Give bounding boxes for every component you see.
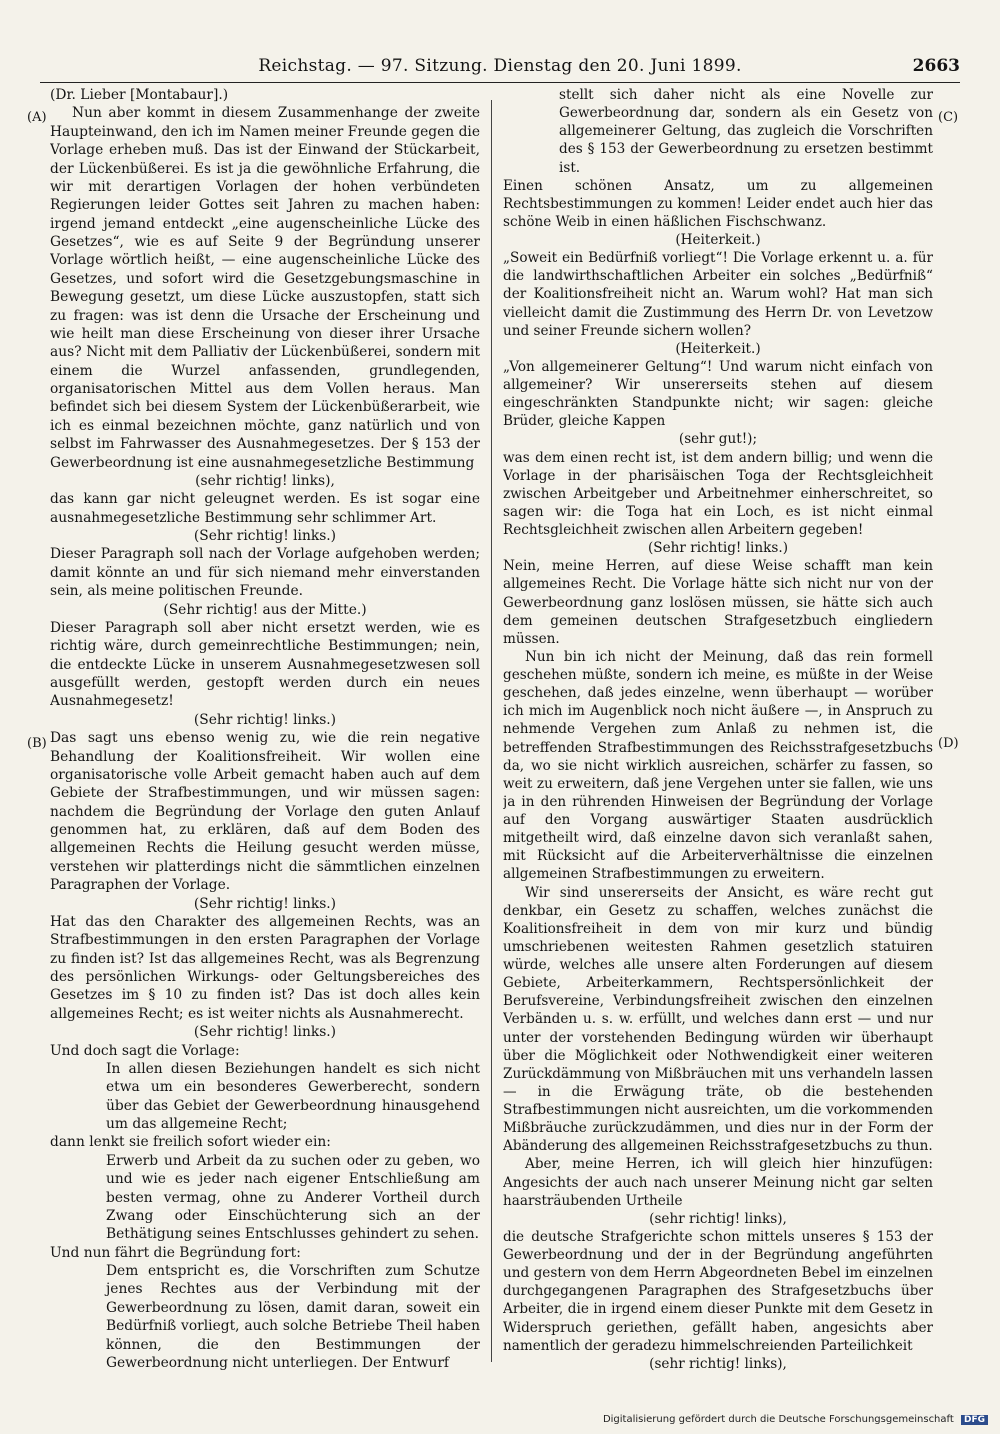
paragraph: das kann gar nicht geleugnet werden. Es ist sogar eine ausnahmegesetzliche Bestimmung sehr schlimmer Art. <box>50 491 480 526</box>
left-column <box>50 86 480 1378</box>
paragraph: Einen schönen Ansatz, um zu allgemeinen Rechtsbestimmungen zu kommen! Leider endet auch hier das schöne Weib in einen häßlichen Fischschwanz. <box>503 177 933 230</box>
page-number: 2663 <box>912 56 960 76</box>
paragraph: Und doch sagt die Vorlage: <box>50 1042 240 1059</box>
running-title: Reichstag. — 97. Sitzung. Dienstag den 20. Juni 1899. <box>258 56 742 76</box>
paragraph: Hat das den Charakter des allgemeinen Rechts, was an Strafbestimmungen in den ersten Paragraphen der Vorlage zu finden ist? Ist das allgemeines Recht, was als Begrenzung des persönlichen Wirkungs- oder Geltungsbereiches des Gesetzes im § 10 zu finden ist? Das ist doch alles kein allgemeines Recht; es ist weiter nichts als Ausnahmerecht. <box>50 913 480 1022</box>
paragraph: Aber, meine Herren, ich will gleich hier hinzufügen: Angesichts der auch nach unserer Meinung nicht gar selten haarsträubenden Urtheile <box>503 1156 933 1209</box>
right-column <box>503 86 933 1378</box>
column-divider <box>491 100 492 1362</box>
paragraph: Dieser Paragraph soll nach der Vorlage aufgehoben werden; damit könnte an und für sich niemand mehr einverstanden sein, als meine politischen Freunde. <box>50 546 480 600</box>
margin-label-c: (C) <box>938 110 959 125</box>
interjection: (Sehr richtig! links.) <box>193 1024 337 1041</box>
interjection: (Sehr richtig! links.) <box>193 528 337 544</box>
paragraph: Dieser Paragraph soll aber nicht ersetzt werden, wie es richtig wäre, durch gemeinrechtliche Bestimmungen; nein, die entdeckte Lücke in unserem Ausnahmegesetzwesen soll ausgefüllt werden, gestopft werden durch ein neues Ausnahmegesetz! <box>50 619 480 710</box>
paragraph: Das sagt uns ebenso wenig zu, wie die rein negative Behandlung der Koalitionsfreiheit. Wir wollen eine organisatorische volle Arbeit gemacht haben auch auf dem Gebiete der Strafbestimmungen, und wir müssen sagen: nachdem die Begründung der Vorlage den guten Anlauf genommen hat, zu erklären, daß auf dem Boden des allgemeinen Rechts die Heilung gesucht werden müsse, verstehen wir platterdings nicht die sämmtlichen einzelnen Paragraphen der Vorlage. <box>50 730 480 894</box>
interjection: (Sehr richtig! aus der Mitte.) <box>163 601 367 618</box>
dfg-logo: DFG <box>961 1415 988 1425</box>
paragraph: Und nun fährt die Begründung fort: <box>50 1244 301 1261</box>
interjection: (Sehr richtig! links.) <box>647 540 789 557</box>
interjection: (sehr richtig! links), <box>195 472 335 489</box>
credit-text: Digitalisierung gefördert durch die Deutsche Forschungsgemeinschaft <box>602 1414 954 1425</box>
quotation: Erwerb und Arbeit da zu suchen oder zu geben, wo und wie es jeder nach eigener Entschließung am besten vermag, ohne zu Anderer Vortheil durch Zwang oder Einschüchterung sich an der Bethätigung seines Entschlusses gehindert zu sehen. <box>106 1152 480 1243</box>
interjection: (sehr richtig! links), <box>649 1210 787 1227</box>
quotation: stellt sich daher nicht als eine Novelle zur Gewerbeordnung dar, sondern als ein Gesetz von allgemeinerer Geltung, das zugleich die Vorschriften des § 153 der Gewerbeordnung zu ersetzen bestimmt ist. <box>559 87 933 176</box>
interjection: (Sehr richtig! links.) <box>193 895 337 912</box>
interjection: (Sehr richtig! links.) <box>193 711 337 728</box>
paragraph: Nein, meine Herren, auf diese Weise schafft man kein allgemeines Recht. Die Vorlage hätte sich nicht nur von der Gewerbeordnung ganz loslösen müssen, sie hätte sich auch dem gemeinen deutschen Strafgesetzbuch eingliedern müssen. <box>503 558 933 647</box>
paragraph: „Soweit ein Bedürfniß vorliegt“! Die Vorlage erkennt u. a. für die landwirthschaftlichen Arbeiter ein solches „Bedürfniß“ der Koalitionsfreiheit nicht an. Warum wohl? Hat man sich vielleicht damit die Zustimmung des Herrn Dr. von Levetzow und seiner Freunde sichern wollen? <box>503 250 933 339</box>
page-header <box>40 56 960 83</box>
paragraph: dann lenkt sie freilich sofort wieder ein: <box>50 1134 331 1151</box>
digitization-credit <box>603 1414 988 1425</box>
interjection: (Heiterkeit.) <box>675 232 761 248</box>
quotation: In allen diesen Beziehungen handelt es sich nicht etwa um ein besonderes Gewerberecht, sondern über das Gebiet der Gewerbeordnung hinausgehend um das allgemeine Recht; <box>106 1060 480 1132</box>
paragraph: die deutsche Strafgerichte schon mittels unseres § 153 der Gewerbeordnung und der in der Begründung angeführten und gestern von dem Herrn Abgeordneten Bebel im einzelnen durchgegangenen Paragraphen des Strafgesetzbuchs über Arbeiter, die in irgend einem dieser Punkte mit dem Gesetz in Widerspruch geriethen, gefällt haben, angesichts aber namentlich der geradezu himmelschreienden Parteilichkeit <box>503 1228 933 1354</box>
paragraph: Nun aber kommt in diesem Zusammenhange der zweite Haupteinwand, den ich im Namen meiner Freunde gegen die Vorlage erheben muß. Das ist der Einwand der Stückarbeit, der Lückenbüßerei. Es ist ja die gewöhnliche Erfahrung, die wir mit derartigen Vorlagen der hohen verbündeten Regierungen leider Gottes seit Jahren zu machen haben: irgend jemand entdeckt „eine augenscheinliche Lücke des Gesetzes“, wie es auf Seite 9 der Begründung unserer Vorlage wörtlich heißt, — eine augenscheinliche Lücke des Gesetzes, und sofort wird die Gesetzgebungsmaschine in Bewegung gesetzt, um diese Lücke auszustopfen, statt sich zu fragen: was ist denn die Ursache der Erscheinung und wie heilt man diese Erscheinung von dieser ihrer Ursache aus? Nicht mit dem Palliativ der Lückenbüßerei, sondern mit einem die Wurzel anfassenden, grundlegenden, organisatorischen Mittel aus dem Vollen heraus. Man befindet sich bei diesem System der Lückenbüßerarbeit, wie ich es einmal bezeichnen möchte, ganz natürlich und von selbst im Fahrwasser des Ausnahmegesetzes. Der § 153 der Gewerbeordnung ist eine ausnahmegesetzliche Bestimmung <box>50 105 480 471</box>
margin-label-b: (B) <box>27 736 47 751</box>
interjection: (Heiterkeit.) <box>675 340 761 357</box>
speaker-attribution: (Dr. Lieber [Montabaur].) <box>50 87 229 103</box>
paragraph: was dem einen recht ist, ist dem andern billig; und wenn die Vorlage in der pharisäischen Toga der Rechtsgleichheit zwischen Arbeitgeber und Arbeitnehmer einherschreitet, so sagen wir: die Toga hat ein Loch, es ist nicht einmal Rechtsgleichheit zwischen allen Arbeitern gegeben! <box>503 449 933 538</box>
interjection: (sehr richtig! links), <box>649 1355 787 1372</box>
margin-label-a: (A) <box>27 110 47 125</box>
paragraph: Nun bin ich nicht der Meinung, daß das rein formell geschehen müßte, sondern ich meine, es müßte in der Weise geschehen, daß jedes einzelne, wenn überhaupt — worüber ich mich im Augenblick noch nicht äußere —, in Anspruch zu nehmende Vergehen zum Anlaß zu nehmen ist, die betreffenden Strafbestimmungen des Reichsstrafgesetzbuchs da, wo sie nicht wirklich ausreichen, schärfer zu fassen, so weit zu erweitern, daß jene Vergehen unter sie fallen, wie uns ja in den rührenden Hinweisen der Begründung der Vorlage auf den Vorgang auswärtiger Staaten ausdrücklich mitgetheilt wird, daß einzelne davon sich veranlaßt sahen, mit Rücksicht auf die Arbeiterverhältnisse die einzelnen allgemeinen Strafbestimmungen zu erweitern. <box>503 648 933 883</box>
paragraph: „Von allgemeinerer Geltung“! Und warum nicht einfach von allgemeiner? Wir unsererseits stehen auf diesem eingeschränkten Standpunkte nicht; wir sagen: gleiche Brüder, gleiche Kappen <box>503 358 933 430</box>
quotation: Dem entspricht es, die Vorschriften zum Schutze jenes Rechtes aus der Verbindung mit der Gewerbeordnung zu lösen, damit daran, soweit ein Bedürfniß vorliegt, auch solche Betriebe Theil haben können, die den Bestimmungen der Gewerbeordnung nicht unterliegen. Der Entwurf <box>106 1263 480 1371</box>
interjection: (sehr gut!); <box>678 431 758 448</box>
paragraph: Wir sind unsererseits der Ansicht, es wäre recht gut denkbar, ein Gesetz zu schaffen, welches zunächst die Koalitionsfreiheit in dem von mir kurz und bündig umschriebenen weitesten Rahmen gesetzlich statuiren würde, welches alle unsere alten Forderungen auf diesem Gebiete, Arbeiterkammern, Rechtspersönlichkeit der Berufsvereine, Verbindungsfreiheit zwischen den einzelnen Verbänden u. s. w. erfüllt, und welches dann erst — und nur unter der vorstehenden Bedingung würden wir überhaupt über die Möglichkeit oder Nothwendigkeit einer weiteren Zurückdämmung von Mißbräuchen mit uns verhandeln lassen — in die Erwägung träte, ob die bestehenden Strafbestimmungen nicht ausreichten, um die vorkommenden Mißbräuche zurückzudämmen, und dies nur in der Form der Abänderung des allgemeinen Reichsstrafgesetzbuchs zu thun. <box>503 884 933 1155</box>
margin-label-d: (D) <box>938 736 959 751</box>
